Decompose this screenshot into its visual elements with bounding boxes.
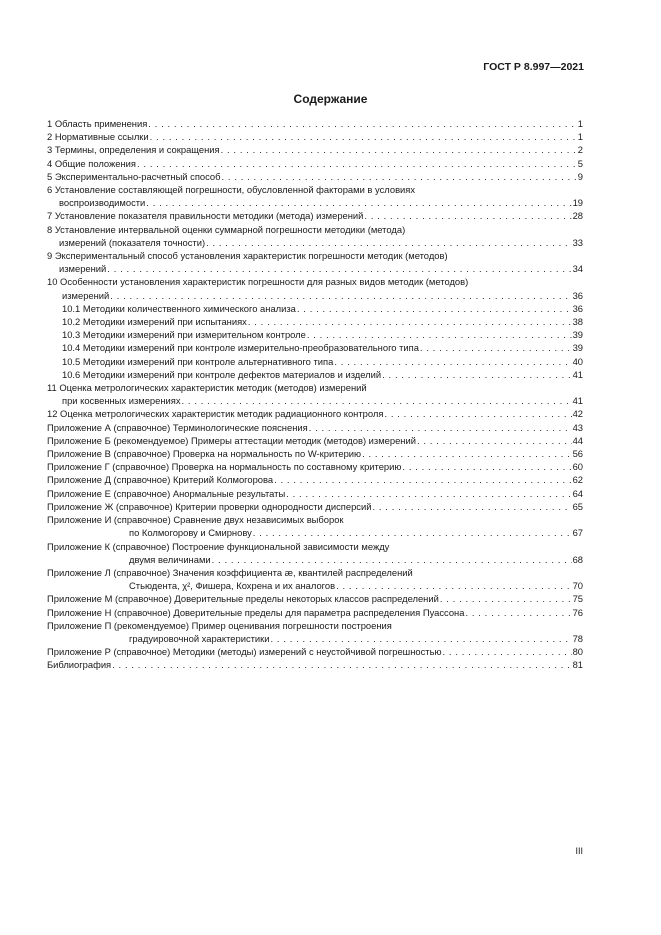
- toc-entry-text: Стьюдента, χ², Фишера, Кохрена и их аналогов: [129, 580, 336, 592]
- toc-entry-text-line1: 8 Установление интервальной оценки суммарной погрешности методики (метода): [47, 223, 406, 235]
- toc-entry[interactable]: [47, 645, 583, 658]
- toc-entry-page: 1: [577, 118, 583, 129]
- toc-entry[interactable]: [47, 421, 583, 434]
- toc-entry-page: 60: [572, 461, 583, 473]
- toc-entry-page: 67: [572, 527, 583, 539]
- toc-entry-text: Приложение А (справочное) Терминологические пояснения: [47, 421, 308, 433]
- toc-entry-text-line1: 6 Установление составляющей погрешности, обусловленной факторами в условиях: [47, 184, 416, 196]
- toc-entry[interactable]: [47, 143, 583, 156]
- toc-entry[interactable]: [47, 328, 583, 341]
- toc-entry-page: 36: [572, 302, 583, 314]
- toc-entry[interactable]: [47, 592, 583, 605]
- toc-entry-page: 43: [572, 421, 583, 433]
- toc-entry-text: 10.5 Методики измерений при контроле альтернативного типа: [62, 355, 334, 367]
- toc-entry-text: 3 Термины, определения и сокращения: [47, 144, 220, 156]
- toc-entry-page: 38: [572, 316, 583, 328]
- toc-entry-page: 44: [572, 434, 583, 446]
- toc-entry-text: 10.3 Методики измерений при измерительном контроле: [62, 329, 306, 341]
- toc-entry[interactable]: [47, 223, 583, 249]
- toc-entry[interactable]: [47, 658, 583, 671]
- toc-entry-text: Приложение Р (справочное) Методики (методы) измерений с неустойчивой погрешностью: [47, 646, 442, 658]
- toc-entry[interactable]: [47, 447, 583, 460]
- toc-entry-text: градуировочной характеристики: [129, 632, 270, 644]
- toc-entry-text: 12 Оценка метрологических характеристик методик радиационного контроля: [47, 408, 384, 420]
- toc-entry-page: 80: [572, 646, 583, 658]
- toc-entry[interactable]: [47, 117, 583, 130]
- toc-entry-page: 70: [572, 580, 583, 592]
- toc-entry-text: при косвенных измерениях: [62, 395, 181, 407]
- toc-entry-page: 36: [572, 289, 583, 301]
- toc-entry-text: измерений (показателя точности): [59, 236, 206, 248]
- toc-entry[interactable]: [47, 434, 583, 447]
- toc-entry-text: 2 Нормативные ссылки: [47, 131, 149, 143]
- toc-entry-text: измерений: [62, 289, 110, 301]
- toc-entry-text: 7 Установление показателя правильности методики (метода) измерений: [47, 210, 364, 222]
- toc-entry-text: Приложение В (справочное) Проверка на нормальность по W-критерию: [47, 448, 362, 460]
- toc-entry-page: 5: [577, 157, 583, 169]
- toc-entry-text-line1: Приложение К (справочное) Построение функциональной зависимости между: [47, 540, 390, 552]
- toc-entry-text: Приложение Б (рекомендуемое) Примеры аттестации методик (методов) измерений: [47, 434, 416, 446]
- toc-entry-page: 39: [572, 342, 583, 354]
- toc-entry[interactable]: [47, 249, 583, 275]
- toc-entry-text: 10.1 Методики количественного химического анализа: [62, 302, 296, 314]
- toc-entry-text: Приложение Е (справочное) Анормальные результаты: [47, 487, 286, 499]
- toc-entry[interactable]: [47, 407, 583, 420]
- toc-entry[interactable]: [47, 500, 583, 513]
- toc-entry-page: 76: [572, 606, 583, 618]
- toc-entry-text: Приложение Н (справочное) Доверительные пределы для параметра распределения Пуассона: [47, 606, 465, 618]
- toc-entry-page: 39: [572, 329, 583, 341]
- toc-entry[interactable]: [47, 302, 583, 315]
- toc-entry-text: двумя величинами: [129, 553, 211, 565]
- toc-entry-page: 81: [572, 659, 583, 671]
- toc-entry-page: 1: [577, 131, 583, 143]
- toc-entry-page: 65: [572, 500, 583, 512]
- toc-entry-page: 19: [572, 197, 583, 209]
- toc-entry-text: 4 Общие положения: [47, 157, 136, 169]
- toc-entry-text: 5 Экспериментально-расчетный способ: [47, 170, 221, 182]
- toc-entry-page: 34: [572, 263, 583, 275]
- toc-entry-page: 62: [572, 474, 583, 486]
- toc-entry-page: 78: [572, 632, 583, 644]
- toc-entry-page: 40: [572, 355, 583, 367]
- toc-entry-page: 41: [572, 368, 583, 380]
- toc-entry-text: 10.4 Методики измерений при контроле измерительно-преобразовательного типа: [62, 342, 419, 354]
- document-id: ГОСТ Р 8.997—2021: [483, 61, 584, 73]
- toc-entry-page: 9: [577, 170, 583, 182]
- toc-entry[interactable]: [47, 487, 583, 500]
- toc-entry-text: измерений: [59, 263, 107, 275]
- toc-entry[interactable]: [47, 368, 583, 381]
- page-title: Содержание: [293, 92, 368, 106]
- toc-entry[interactable]: [47, 473, 583, 486]
- toc-entry[interactable]: [47, 460, 583, 473]
- toc-entry-text: Приложение Ж (справочное) Критерии проверки однородности дисперсий: [47, 500, 372, 512]
- toc-entry[interactable]: [47, 606, 583, 619]
- toc-entry-text: по Колмогорову и Смирнову: [129, 527, 252, 539]
- toc-entry-text-line1: Приложение И (справочное) Сравнение двух независимых выборок: [47, 514, 344, 526]
- toc-entry[interactable]: [47, 540, 583, 566]
- toc-entry-page: 41: [572, 395, 583, 407]
- toc-entry[interactable]: [47, 183, 583, 209]
- toc-entry-text: Приложение М (справочное) Доверительные пределы некоторых классов распределений: [47, 593, 439, 605]
- toc-entry-page: 56: [572, 448, 583, 460]
- toc-entry-page: 75: [572, 593, 583, 605]
- toc-entry[interactable]: [47, 209, 583, 222]
- toc-entry-text-line1: 11 Оценка метрологических характеристик методик (методов) измерений: [47, 382, 367, 394]
- table-of-contents: [47, 117, 583, 672]
- toc-entry-text: 10.2 Методики измерений при испытаниях: [62, 316, 247, 328]
- toc-entry-page: 2: [577, 144, 583, 156]
- toc-entry[interactable]: [47, 513, 583, 539]
- toc-entry-text: воспроизводимости: [59, 197, 146, 209]
- toc-entry-text: Приложение Г (справочное) Проверка на нормальность по составному критерию: [47, 461, 402, 473]
- toc-entry[interactable]: [47, 157, 583, 170]
- toc-entry[interactable]: [47, 355, 583, 368]
- toc-entry-text: 1 Область применения: [47, 118, 148, 129]
- toc-entry[interactable]: [47, 619, 583, 645]
- toc-entry-text-line1: Приложение П (рекомендуемое) Пример оценивания погрешности построения: [47, 619, 392, 631]
- toc-entry[interactable]: [47, 381, 583, 407]
- toc-entry[interactable]: [47, 566, 583, 592]
- toc-entry-text: Библиография: [47, 659, 112, 671]
- toc-entry[interactable]: [47, 315, 583, 328]
- toc-entry-page: 42: [572, 408, 583, 420]
- toc-entry-text-line1: Приложение Л (справочное) Значения коэффициента æ, квантилей распределений: [47, 566, 413, 578]
- toc-entry[interactable]: [47, 275, 583, 301]
- toc-entry[interactable]: [47, 341, 583, 354]
- toc-entry-text: Приложение Д (справочное) Критерий Колмогорова: [47, 474, 274, 486]
- toc-entry[interactable]: [47, 130, 583, 143]
- toc-entry-page: 64: [572, 487, 583, 499]
- toc-entry-text: 10.6 Методики измерений при контроле дефектов материалов и изделий: [62, 368, 382, 380]
- toc-entry-text-line1: 10 Особенности установления характеристик погрешности для разных видов методик (методов): [47, 276, 469, 288]
- page-number: III: [575, 846, 583, 856]
- toc-entry-text-line1: 9 Экспериментальный способ установления характеристик погрешности методик (методов): [47, 250, 448, 262]
- toc-entry-page: 68: [572, 553, 583, 565]
- toc-entry-page: 28: [572, 210, 583, 222]
- toc-entry-page: 33: [572, 236, 583, 248]
- toc-entry[interactable]: [47, 170, 583, 183]
